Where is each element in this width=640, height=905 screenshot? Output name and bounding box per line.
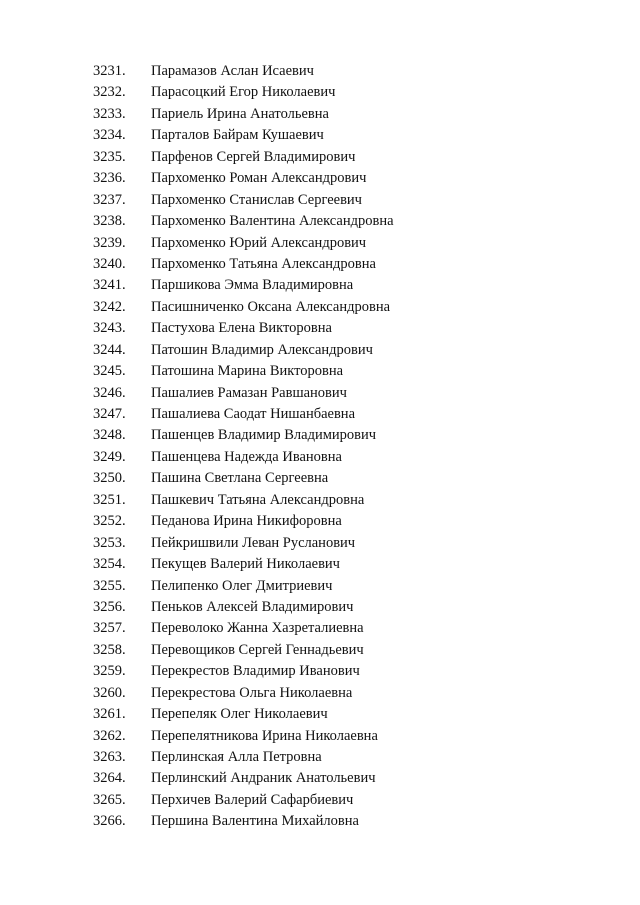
list-item <box>93 790 394 811</box>
entry-number: 3258. <box>93 641 126 658</box>
entry-name: Пархоменко Юрий Александрович <box>151 234 367 251</box>
entry-number: 3255. <box>93 577 126 594</box>
list-item <box>93 533 394 554</box>
entry-name: Перепелятникова Ирина Николаевна <box>151 727 378 744</box>
entry-name: Пархоменко Роман Александрович <box>151 170 367 187</box>
entry-name: Парталов Байрам Кушаевич <box>151 127 324 144</box>
list-item <box>93 811 394 832</box>
list-item <box>93 447 394 468</box>
entry-number: 3232. <box>93 84 126 101</box>
entry-name: Парасоцкий Егор Николаевич <box>151 84 336 101</box>
entry-number: 3247. <box>93 406 126 422</box>
list-item <box>93 61 394 82</box>
list-item <box>93 147 394 168</box>
list-item <box>93 211 394 232</box>
list-item <box>93 747 394 768</box>
list-item <box>93 233 394 254</box>
list-item <box>93 618 394 639</box>
entry-number: 3240. <box>93 255 126 272</box>
entry-number: 3241. <box>93 277 126 294</box>
list-item <box>93 768 394 789</box>
entry-name: Пашина Светлана Сергеевна <box>151 470 329 487</box>
entry-number: 3251. <box>93 491 126 508</box>
list-item <box>93 125 394 146</box>
entry-name: Перепеляк Олег Николаевич <box>151 706 328 723</box>
list-item <box>93 490 394 511</box>
entry-number: 3238. <box>93 213 126 230</box>
list-item <box>93 168 394 189</box>
list-item <box>93 726 394 747</box>
list-item <box>93 383 394 404</box>
entry-name: Пасишниченко Оксана Александровна <box>151 298 391 315</box>
entry-number: 3233. <box>93 105 126 122</box>
list-item <box>93 597 394 618</box>
list-item <box>93 425 394 446</box>
entry-name: Переволоко Жанна Хазреталиевна <box>151 620 364 637</box>
list-item <box>93 468 394 489</box>
entry-name: Першина Валентина Михайловна <box>151 813 359 830</box>
entry-name: Перхичев Валерий Сафарбиевич <box>151 791 354 808</box>
entry-name: Перекрестова Ольга Николаевна <box>151 684 353 701</box>
entry-name: Патошин Владимир Александрович <box>151 341 373 358</box>
entry-name: Пархоменко Станислав Сергеевич <box>151 191 362 208</box>
entry-number: 3256. <box>93 598 126 615</box>
list-item <box>93 640 394 661</box>
entry-number: 3266. <box>93 813 126 830</box>
entry-name: Пархоменко Татьяна Александровна <box>151 255 376 272</box>
entry-number: 3243. <box>93 320 126 337</box>
entry-name: Перевощиков Сергей Геннадьевич <box>151 641 364 658</box>
entry-name: Пархоменко Валентина Александровна <box>151 213 394 230</box>
entry-number: 3236. <box>93 170 126 187</box>
entry-number: 3239. <box>93 234 126 251</box>
list-item <box>93 340 394 361</box>
entry-number: 3263. <box>93 749 126 765</box>
entry-number: 3242. <box>93 298 126 315</box>
entry-number: 3248. <box>93 427 126 444</box>
entry-name: Перекрестов Владимир Иванович <box>151 663 360 680</box>
list-item <box>93 104 394 125</box>
entry-number: 3265. <box>93 791 126 808</box>
list-item <box>93 704 394 725</box>
list-item <box>93 554 394 575</box>
entry-number: 3246. <box>93 384 126 401</box>
entry-number: 3254. <box>93 556 126 573</box>
name-list <box>93 61 394 833</box>
entry-name: Париель Ирина Анатольевна <box>151 105 329 122</box>
list-item <box>93 297 394 318</box>
entry-name: Перлинский Андраник Анатольевич <box>151 770 376 787</box>
entry-number: 3264. <box>93 770 126 787</box>
entry-number: 3249. <box>93 448 126 465</box>
entry-number: 3237. <box>93 191 126 208</box>
entry-number: 3259. <box>93 663 126 680</box>
list-item <box>93 275 394 296</box>
entry-name: Патошина Марина Викторовна <box>151 363 344 380</box>
entry-number: 3252. <box>93 513 126 530</box>
entry-name: Пашкевич Татьяна Александровна <box>151 491 365 508</box>
entry-name: Пашенцева Надежда Ивановна <box>151 448 342 465</box>
entry-name: Пастухова Елена Викторовна <box>151 320 332 337</box>
entry-number: 3253. <box>93 534 126 551</box>
entry-name: Пекущев Валерий Николаевич <box>151 556 340 573</box>
entry-name: Парфенов Сергей Владимирович <box>151 148 356 165</box>
list-item <box>93 683 394 704</box>
entry-name: Паршикова Эмма Владимировна <box>151 277 354 294</box>
list-item <box>93 190 394 211</box>
list-item <box>93 82 394 103</box>
entry-name: Пейкришвили Леван Русланович <box>151 534 356 551</box>
entry-name: Педанова Ирина Никифоровна <box>151 513 342 530</box>
entry-number: 3231. <box>93 63 126 79</box>
entry-name: Перлинская Алла Петровна <box>151 749 322 765</box>
entry-name: Пеньков Алексей Владимирович <box>151 598 354 615</box>
entry-number: 3235. <box>93 148 126 165</box>
list-item <box>93 404 394 425</box>
entry-number: 3244. <box>93 341 126 358</box>
entry-number: 3250. <box>93 470 126 487</box>
entry-name: Пашалиев Рамазан Равшанович <box>151 384 347 401</box>
entry-name: Парамазов Аслан Исаевич <box>151 63 314 79</box>
entry-number: 3262. <box>93 727 126 744</box>
list-item <box>93 511 394 532</box>
list-item <box>93 661 394 682</box>
list-item <box>93 361 394 382</box>
list-item <box>93 318 394 339</box>
entry-number: 3257. <box>93 620 126 637</box>
entry-name: Пашенцев Владимир Владимирович <box>151 427 377 444</box>
entry-name: Пелипенко Олег Дмитриевич <box>151 577 333 594</box>
list-item <box>93 576 394 597</box>
entry-number: 3261. <box>93 706 126 723</box>
entry-number: 3245. <box>93 363 126 380</box>
entry-name: Пашалиева Саодат Нишанбаевна <box>151 406 356 422</box>
entry-number: 3234. <box>93 127 126 144</box>
entry-number: 3260. <box>93 684 126 701</box>
list-item <box>93 254 394 275</box>
